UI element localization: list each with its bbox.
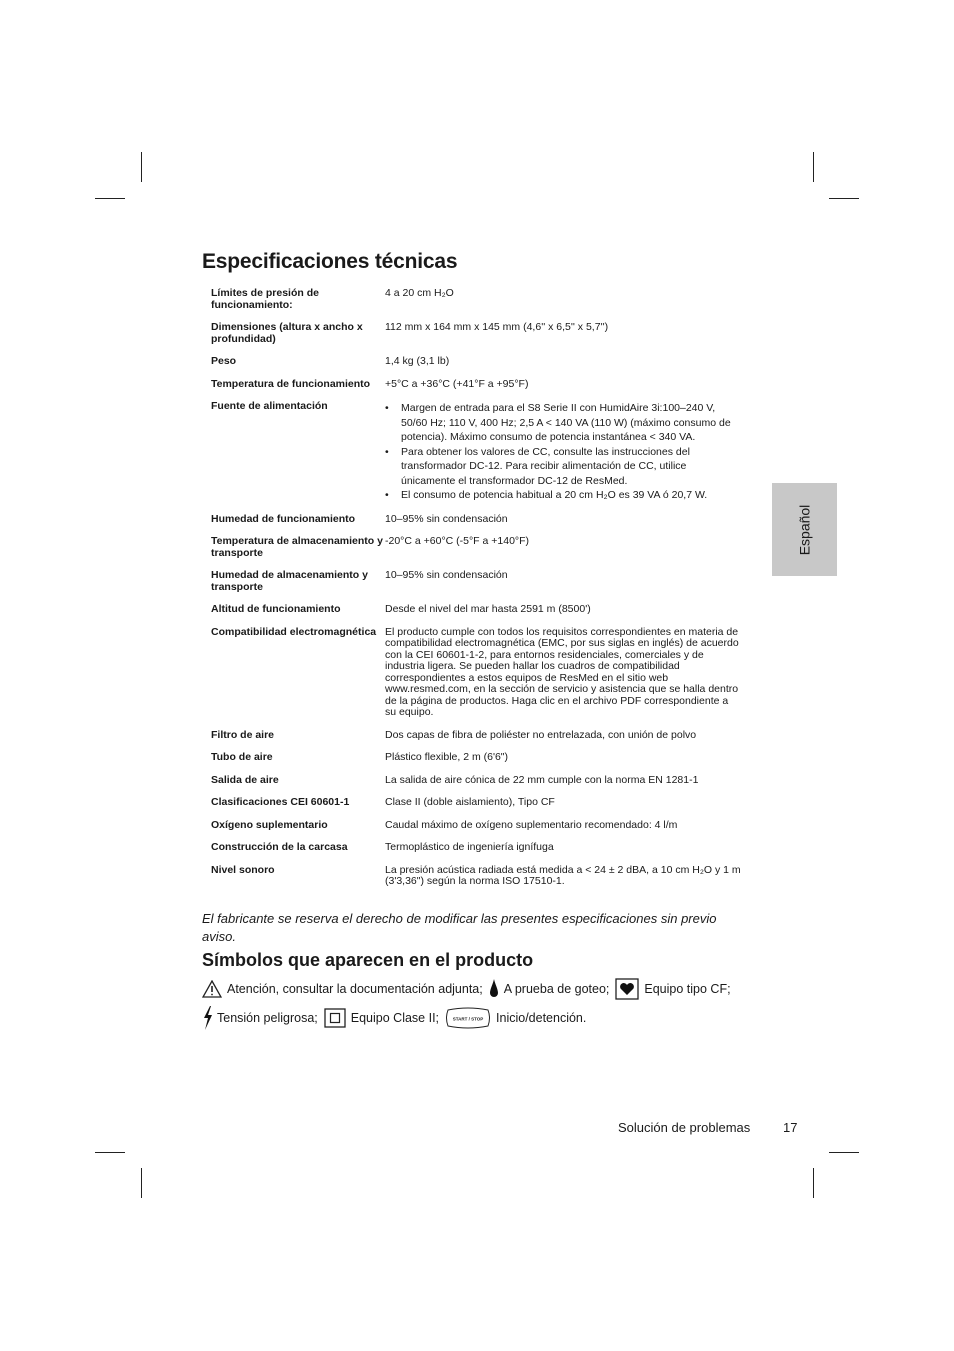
crop-mark	[95, 1152, 125, 1153]
spec-row	[211, 354, 741, 377]
spec-value: Termoplástico de ingeniería ignífuga	[385, 841, 554, 853]
crop-mark	[95, 198, 125, 199]
crop-mark	[813, 152, 814, 182]
spec-table	[211, 286, 741, 897]
spec-row	[211, 512, 741, 535]
symbols-line-1	[202, 978, 737, 1000]
spec-value: -20°C a +60°C (-5°F a +140°F)	[385, 535, 530, 547]
spec-label: Peso	[211, 355, 237, 367]
spec-bullet: • El consumo de potencia habitual a 20 cm H₂O es 39 VA ó 20,7 W.	[385, 488, 741, 503]
spec-value: +5°C a +36°C (+41°F a +95°F)	[385, 377, 529, 390]
warning-triangle-icon	[202, 980, 222, 998]
spec-value: Dos capas de fibra de poliéster no entrelazada, con unión de polvo	[385, 728, 697, 741]
crop-mark	[141, 1168, 142, 1198]
spec-label: Compatibilidad electromagnética	[211, 625, 377, 638]
spec-row	[211, 750, 741, 773]
spec-row	[211, 728, 741, 751]
spec-label: Salida de aire	[211, 773, 279, 786]
page-title: Especificaciones técnicas	[202, 250, 458, 273]
symbol-class2-text: Equipo Clase II;	[350, 1011, 440, 1025]
symbols-heading: Símbolos que aparecen en el producto	[202, 950, 534, 970]
spec-row	[211, 840, 741, 863]
spec-value: Plástico flexible, 2 m (6'6")	[385, 751, 509, 763]
spec-row	[211, 377, 741, 400]
spec-row	[211, 602, 741, 625]
language-tab	[772, 483, 837, 576]
spec-row	[211, 795, 741, 818]
drip-proof-drop-icon	[489, 978, 499, 1000]
spec-value: La salida de aire cónica de 22 mm cumple con la norma EN 1281-1	[385, 773, 699, 786]
spec-row	[211, 773, 741, 796]
spec-value: 1,4 kg (3,1 lb)	[385, 355, 450, 367]
spec-label: Humedad de funcionamiento	[211, 512, 356, 525]
cf-heart-icon	[615, 978, 639, 1000]
spec-value: El producto cumple con todos los requisitos correspondientes en materia de compatibilidad electromagnética (EMC, por sus siglas en inglés) de acuerdo con la CEI 60601-1-2, para entornos residenciales, comerciales y de industria ligera. Se pueden hallar los cuadros de compatibilidad correspondientes a estos equipos de ResMed en el sitio web www.resmed.com, en la sección de servicio y asistencia que se halla dentro de la página de productos. Haga clic en el archivo PDF correspondiente a su equipo.	[385, 625, 739, 718]
symbol-cf-text: Equipo tipo CF;	[644, 982, 731, 996]
spec-label: Construcción de la carcasa	[211, 841, 348, 853]
spec-label: Temperatura de almacenamiento y transporte	[211, 535, 383, 559]
spec-label: Humedad de almacenamiento y transporte	[211, 569, 368, 593]
spec-value: 10–95% sin condensación	[385, 512, 508, 525]
footer-page-number: 17	[783, 1120, 798, 1135]
spec-value: Clase II (doble aislamiento), Tipo CF	[385, 796, 555, 808]
crop-mark	[813, 1168, 814, 1198]
spec-label: Dimensiones (altura x ancho x profundidad)	[211, 321, 363, 345]
spec-bullet-list	[385, 401, 741, 503]
spec-bullet: • Margen de entrada para el S8 Serie II con HumidAire 3i:100–240 V, 50/60 Hz; 110 V, 400 Hz; 2,5 A < 140 VA (110 W) (máximo consumo de potencia). Máximo consumo de potencia instantánea < 340 VA.	[385, 401, 741, 445]
symbol-attention-text: Atención, consultar la documentación adjunta;	[227, 982, 483, 996]
symbol-voltage-text: Tensión peligrosa;	[217, 1011, 318, 1025]
spec-row	[211, 568, 741, 602]
language-tab-label: Español	[796, 504, 813, 555]
start-stop-button-icon	[445, 1007, 491, 1029]
symbol-drip-text: A prueba de goteo;	[503, 982, 610, 996]
spec-row	[211, 818, 741, 841]
footer-section-name: Solución de problemas	[618, 1120, 751, 1135]
crop-mark	[829, 1152, 859, 1153]
spec-row	[211, 863, 741, 897]
spec-label: Fuente de alimentación	[211, 400, 328, 412]
disclaimer-note: El fabricante se reserva el derecho de modificar las presentes especificaciones sin previo aviso.	[202, 911, 717, 944]
spec-row	[211, 399, 741, 512]
spec-row	[211, 625, 741, 728]
start-stop-label: START / STOP	[452, 1016, 484, 1022]
spec-label: Oxígeno suplementario	[211, 818, 328, 831]
spec-value: Desde el nivel del mar hasta 2591 m (8500')	[385, 603, 591, 615]
spec-label: Filtro de aire	[211, 728, 275, 741]
spec-value: 112 mm x 164 mm x 145 mm (4,6'' x 6,5'' x 5,7'')	[385, 321, 609, 333]
lightning-bolt-icon	[202, 1005, 214, 1031]
symbols-line-2	[202, 1005, 592, 1031]
crop-mark	[141, 152, 142, 182]
spec-bullet: • Para obtener los valores de CC, consulte las instrucciones del transformador DC-12. Para recibir alimentación de CC, utilice únicamente el transformador DC-12 de ResMed.	[385, 445, 741, 489]
spec-row	[211, 320, 741, 354]
spec-label: Nivel sonoro	[211, 863, 275, 876]
spec-value: 10–95% sin condensación	[385, 569, 508, 581]
spec-value	[385, 399, 741, 512]
spec-row	[211, 534, 741, 568]
spec-label: Tubo de aire	[211, 751, 273, 763]
spec-row	[211, 286, 741, 320]
class-ii-square-icon	[324, 1008, 346, 1028]
spec-value: Caudal máximo de oxígeno suplementario recomendado: 4 l/m	[385, 818, 678, 831]
crop-mark	[829, 198, 859, 199]
spec-label: Temperatura de funcionamiento	[211, 377, 371, 390]
symbol-startstop-text: Inicio/detención.	[496, 1011, 587, 1025]
spec-label: Límites de presión de funcionamiento:	[211, 287, 319, 311]
spec-value: La presión acústica radiada está medida a < 24 ± 2 dBA, a 10 cm H₂O y 1 m (3'3,36") según la norma ISO 17510-1.	[385, 863, 741, 887]
spec-value: 4 a 20 cm H₂O	[385, 287, 454, 299]
spec-label: Clasificaciones CEI 60601-1	[211, 796, 350, 808]
spec-label: Altitud de funcionamiento	[211, 603, 341, 615]
